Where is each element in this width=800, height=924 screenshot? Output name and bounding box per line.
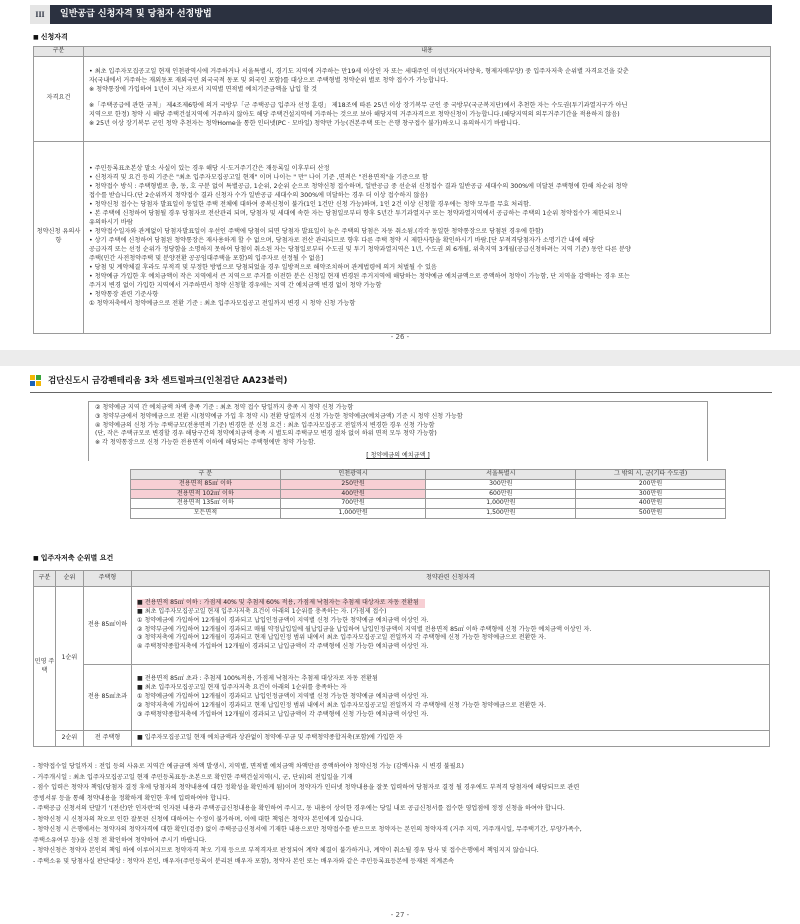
text-line: 접수를 받습니다.(단 2순위까지 청약접수 결과 신청자 수가 일반공급 세대수의 300%에 미달하는 경우 더 이상 접수하지 않음) <box>89 192 428 200</box>
note-item: - 점수 입력은 청약자 책임(당첨자 결정 후에 당첨자의 청약내용에 대한 정확성을 확인하게 됨)이며 청약자가 인터넷 청약내용을 잘못 입력하여 당첨자로 결정 될 경우에도 부적격 당첨자에 해당되므로 관련 <box>33 784 580 792</box>
text-line: ■ 최초 입주자모집공고일 현재 입주자저축 요건이 아래의 1순위를 충족하는 자. (가점제 접수) <box>137 607 387 615</box>
text-line: 주택(민간 사전청약주택 및 분양전환 공공임대주택을 포함)의 입주자로 선정될 수 없음] <box>89 255 324 263</box>
text-line: ④ 주택청약종합저축에 가입하여 12개월이 경과되고 납입금액이 각 주택형에 신청 가능한 예치금액 이상인 자. <box>137 643 429 651</box>
text-line: • 청약신청 접수는 당첨자 발표일이 동일한 주택 전체에 대하여 중복신청이 불가(1인 1건만 신청 가능)하며, 1인 2건 이상 신청할 경우에는 청약 모두를 무효 처리함. <box>89 201 532 209</box>
text-line-highlighted: ■ 전용면적 85㎡ 이하 : 가점제 40% 및 추첨제 60% 적용, 가점제 낙첨자는 추첨제 대상자로 자동 전환됨 <box>137 599 425 608</box>
eligibility-table <box>33 46 771 334</box>
note-item: - 청약신청 시 은행에서는 청약자의 청약자격에 대한 확인(검증) 없이 주택공급신청서에 기재한 내용으로만 청약접수를 받으므로 청약자는 본인의 청약자격 (거주 지역, 거주개시일, 무주택기간, 부양가족수, <box>33 826 582 834</box>
table-header-content: 내용 <box>84 47 771 57</box>
text-line: ② 청약저축에 가입하여 12개월이 경과되고 현재 납입인정 범위 내에서 최초 입주자모집공고일 전일까지 각 주택형에 신청 가능한 청약예금으로 전환한 자. <box>137 701 547 709</box>
row-content-notes <box>84 141 771 333</box>
table-cell: 전용면적 135㎡ 이하 <box>131 499 281 509</box>
table-cell: 400만원 <box>280 489 426 499</box>
table-cell: 700만원 <box>280 499 426 509</box>
note-item: - 주택공급 신청서의 단말기 '(전산)안 인자란'의 인자된 내용과 주택공급신청내용을 확인하여 주시고, 동 내용이 상이한 경우에는 당일 내로 공급신청서를 접수한 영업점에 정정 신청을 하여야 합니다. <box>33 805 565 813</box>
text-line: ③ 주택청약종합저축에 가입하여 12개월이 경과되고 납입금액이 각 주택형에 신청 가능한 예치금액 이상인 자. <box>137 710 429 718</box>
text-line: 유의하시기 바람 <box>89 219 133 227</box>
note-item: - 주택소유 및 당첨사실 판단대상 : 청약자 본인, 배우자(주민등록이 분리된 배우자 포함), 청약자 본인 또는 배우자와 같은 주민등록표등본에 등재된 직계존속 <box>33 857 455 865</box>
note-item: - 청약신청은 청약자 본인의 책임 하에 이루어지므로 청약자격 착오 기재 등으로 부적격자로 판정되어 계약 체결이 불가하거나, 계약이 취소될 경우 당사 및 접수은행에서 책임지지 않습니다. <box>33 847 539 855</box>
text-line: ① 청약예금에 가입하여 12개월이 경과되고 납입인정금액이 지역별 신청 가능한 청약예금 예치금액 이상인 자. <box>137 616 429 624</box>
deposit-header: 인천광역시 <box>280 470 426 480</box>
deposit-header: 구 분 <box>131 470 281 480</box>
section-number: III <box>30 5 50 24</box>
deposit-header: 서울특별시 <box>426 470 576 480</box>
deposit-caption: [ 청약예금의 예치금액 ] <box>366 452 430 460</box>
table-cell: 600만원 <box>426 489 576 499</box>
text-line: ③ 청약부금에서 청약예금으로 전환 시(청약예금 가입 후 청약 시) 전환 당일까지 신청 가능한 청약예금(예치금액) 기준 시 청약 신청 가능함 <box>95 412 463 420</box>
rank1-cell: 1순위 <box>56 587 84 731</box>
deposit-header: 그 밖의 시, 군(기타 수도권) <box>576 470 726 480</box>
rank2-cell: 2순위 <box>56 731 84 747</box>
table-row <box>131 479 726 489</box>
rank-header: 순위 <box>56 571 84 587</box>
table-row <box>131 509 726 519</box>
row-content-requirements <box>84 56 771 141</box>
page-divider <box>0 350 800 366</box>
rules-box <box>88 401 708 461</box>
table-row <box>131 489 726 499</box>
table-cell: 400만원 <box>576 499 726 509</box>
note-item: 증빙서류 등을 통해 청약내용을 정확하게 확인한 후에 입력하여야 합니다. <box>33 794 231 802</box>
rank-header: 구분 <box>34 571 56 587</box>
text-line: ① 청약예금에 가입하여 12개월이 경과되고 납입인정금액이 지역별 신청 가능한 청약예금 예치금액 이상인 자. <box>137 693 429 701</box>
row-label-notes: 청약신청 유의사항 <box>34 141 84 333</box>
qual-rank2 <box>132 731 770 747</box>
brand-logo-icon <box>30 375 42 387</box>
rank-header: 주택형 <box>84 571 132 587</box>
text-line: ④ 청약예금의 신청 가능 주택규모(전용면적 기준) 변경한 분 신청 요건 : 최초 입주자모집공고 전일까지 변경한 경우 신청 가능함 <box>95 421 435 429</box>
table-row <box>131 499 726 509</box>
table-cell: 모든면적 <box>131 509 281 519</box>
text-line: 주거지 변경 없이 가입한 지역에서 거주하면서 청약 신청할 경우에는 지역 간 예치금액 변경 없이 청약 가능함 <box>89 282 382 290</box>
page-header <box>30 375 287 387</box>
type-all: 전 주택형 <box>84 731 132 747</box>
note-item: - 청약접수일 당일까지 : 전입 등의 사유로 지역간 예금금액 차액 발생시, 지역별, 면적별 예치금액 차액만큼 증액하여야 청약신청 가능 (감액사유 시 변경 불필요) <box>33 763 464 770</box>
rank-requirements-table <box>33 570 770 747</box>
table-header-category: 구분 <box>34 47 84 57</box>
text-line: 자(국내에서 거주하는 재외동포 재외국민 외국국적 동포 및 외국인 포함)를 대상으로 주택형별 청약순위 별로 청약 접수가 가능합니다. <box>89 77 449 85</box>
text-line: ※ 25년 이상 장기복무 군인 청약 추천자는 청약Home을 통한 인터넷(PC · 모바일) 청약만 가능(견본주택 또는 은행 창구접수 불가)하오니 유의하시기 바랍니다. <box>89 120 521 128</box>
table-cell: 250만원 <box>280 479 426 489</box>
text-line: • 청약접수일자와 관계없이 당첨자발표일이 우선인 주택에 당첨이 되면 당첨자 발표일이 늦은 주택의 당첨은 자동 취소됨.(각각 동일한 청약통장으로 당첨된 경우에 한함) <box>89 228 544 236</box>
qual-85-under <box>132 587 770 665</box>
text-line: ■ 입주자모집공고일 현재 예치금액과 상관없이 청약예·부금 및 주택청약종합저축(포함)에 가입한 자 <box>137 734 403 742</box>
notes-list <box>33 762 773 867</box>
table-cell: 500만원 <box>576 509 726 519</box>
text-line: ※ 각 청약통장으로 신청 가능한 전용면적 이하에 해당되는 주택형에만 청약 가능함. <box>95 439 316 447</box>
text-line: ① 청약저축에서 청약예금으로 전환 기준 : 최초 입주자모집공고 전일까지 변경 시 청약 신청 가능함 <box>89 300 356 308</box>
table-cell: 300만원 <box>426 479 576 489</box>
header-divider <box>30 392 772 393</box>
page-26 <box>0 0 800 348</box>
text-line: ※ 청약통장에 가입하여 1년이 지난 자로서 지역별 면적별 예치기준금액을 납입 할 것 <box>89 86 317 94</box>
qual-85-over <box>132 665 770 731</box>
text-line: ※「주택공급에 관한 규칙」 제4조제6항에 의거 국방부「군 주택공급 입주자 선정 훈령」 제18조에 따른 25년 이상 장기복무 군인 중 국방부(국군복지단)에서 추천한 자는 수도권(투기과열지구가 아닌 <box>89 102 628 110</box>
note-item: - 거주개시일 : 최초 입주자모집공고일 현재 주민등록표등·초본으로 확인한 주택건설지역(시, 군, 단위)의 전입일을 기재 <box>33 773 353 781</box>
text-line: • 최초 입주자모집공고일 현재 인천광역시에 거주하거나 서울특별시, 경기도 지역에 거주하는 만19세 이상인 자 또는 세대주인 미성년자(자녀양육, 형제자매부양) 중 입주자저축 순위별 자격요건을 갖춘 <box>89 68 629 76</box>
text-line: (단, 작은 주택규모로 변경할 경우 해당구간의 청약예치금액 충족 시 별도의 주택규모 변경 절차 없이 하위 면적 모두 청약 가능함) <box>95 430 437 438</box>
text-line: • 청약접수 방식 : 주택형별로 층, 동, 호 구분 없이 특별공급, 1순위, 2순위 순으로 청약신청 접수하며, 일반공급 중 선순위 신청접수 결과 일반공급 세대수의 300%에 미달된 주택형에 한해 차순위 청약 <box>89 183 628 191</box>
text-line: • 주민등록표초본상 말소 사실이 있는 경우 해당 시·도거주기간은 재등록일 이후부터 산정 <box>89 165 330 173</box>
note-item: - 청약신청 시 신청자의 착오로 인한 잘못된 신청에 대하여는 수정이 불가하며, 이에 대한 책임은 청약자 본인에게 있습니다. <box>33 815 364 823</box>
section-title: 일반공급 신청자격 및 당첨자 선정방법 <box>60 8 212 19</box>
table-cell: 300만원 <box>576 489 726 499</box>
text-line: • 청약예금 가입한 후 예치금액이 작은 지역에서 큰 지역으로 주거를 이전한 분은 신청일 현재 변경된 주거지역에 해당하는 청약예금 예치금액으로 증액하여 청약이 가능함, 단 지역을 감액하는 경우 또는 <box>89 273 630 281</box>
text-line: ■ 최초 입주자모집공고일 현재 입주자저축 요건이 아래의 1순위를 충족하는 자 <box>137 684 347 692</box>
deposit-table <box>130 469 726 519</box>
text-line: • 신청자격 및 요건 등의 기준은 "최초 입주자모집공고일 현재" 이며 나이는 " 만" 나이 기준 ,면적은 "전용면적"을 기준으로 함 <box>89 174 429 182</box>
subheading-eligibility: ■ 신청자격 <box>33 32 68 43</box>
text-line: ■ 전용면적 85㎡ 초과 : 추첨제 100%적용, 가점제 낙첨자는 추첨제 대상자로 자동 전환됨 <box>137 675 378 683</box>
text-line: ③ 청약저축에 가입하여 12개월이 경과되고 현재 납입인정 범위 내에서 최초 입주자모집공고일 전일까지 각 주택형에 신청 가능한 청약예금으로 전환한 자. <box>137 634 547 642</box>
table-cell: 200만원 <box>576 479 726 489</box>
type-85-under: 전용 85㎡이하 <box>84 587 132 665</box>
text-line: • 청약통장 관련 기준사항 <box>89 291 159 299</box>
text-line: • 당첨 및 계약체결 후라도 부적격 및 부정한 방법으로 당첨되었을 경우 일방적으로 해약조치하며 관계법령에 의거 처벌될 수 있음 <box>89 264 437 272</box>
row-label-requirements: 자격요건 <box>34 56 84 141</box>
rank-header: 청약관련 신청자격 <box>132 571 770 587</box>
table-cell: 1,500만원 <box>426 509 576 519</box>
text-line: ② 청약부금에 가입하여 12개월이 경과되고 매월 약정납입일에 월납입금을 납입하여 납입인정금액이 지역별 전용면적 85㎡ 이하 주택형에 신청 가능한 예치금액 이상인 자. <box>137 625 592 633</box>
section-banner <box>30 5 772 24</box>
text-line: 지역으로 한정) 청약 시 해당 주택건설지역에 거주하지 않아도 해당 주택건설지역에 거주하는 것으로 보아 해당지역 거주자격으로 청약신청이 가능합니다.(해당지역의 의무거주기간을 적용하지 않음) <box>89 111 620 119</box>
category-cell: 민영 주택 <box>34 587 56 747</box>
note-item: 주택소유여부 등)을 신청 전 확인하여 청약하여 주시기 바랍니다. <box>33 836 207 844</box>
project-title: 검단신도시 금강펜테리움 3차 센트럴파크(인천검단 AA23블럭) <box>48 376 288 386</box>
page-number: - 26 - <box>390 333 410 341</box>
table-cell: 전용면적 102㎡ 이하 <box>131 489 281 499</box>
table-cell: 1,000만원 <box>280 509 426 519</box>
table-cell: 1,000만원 <box>426 499 576 509</box>
text-line: • 상기 주택에 신청하여 당첨된 청약통장은 재사용하게 할 수 없으며, 당첨자로 전산 관리되므로 향후 다른 주택 청약 시 제한사항을 확인하시기 바람.[단 부적격당첨자가 소명기간 내에 해당 <box>89 237 595 245</box>
page-number: - 27 - <box>390 911 410 919</box>
type-85-over: 전용 85㎡초과 <box>84 665 132 731</box>
text-line: • 본 주택에 신청하여 당첨될 경우 당첨자로 전산관리 되며, 당첨자 및 세대에 속한 자는 당첨일로부터 향후 5년간 투기과열지구 또는 청약과열지역에서 공급하는 주택의 1순위 청약접수가 제한되오니 <box>89 210 622 218</box>
text-line: 공급자격 또는 선정 순위가 정당함을 소명하지 못하여 당첨이 취소된 자는 당첨일로부터 수도권 및 투기 청약과열지역은 1년, 수도권 외 6개월, 위축지역 3개월(공급신청하려는 지역 기준) 동안 다른 분양 <box>89 246 631 254</box>
subheading-rank: ■ 입주자저축 순위별 요건 <box>33 553 113 564</box>
table-cell: 전용면적 85㎡ 이하 <box>131 479 281 489</box>
text-line: ② 청약예금 지역 간 예치금액 차액 충족 기준 : 최초 청약 접수 당일까지 충족 시 청약 신청 가능함 <box>95 404 354 411</box>
